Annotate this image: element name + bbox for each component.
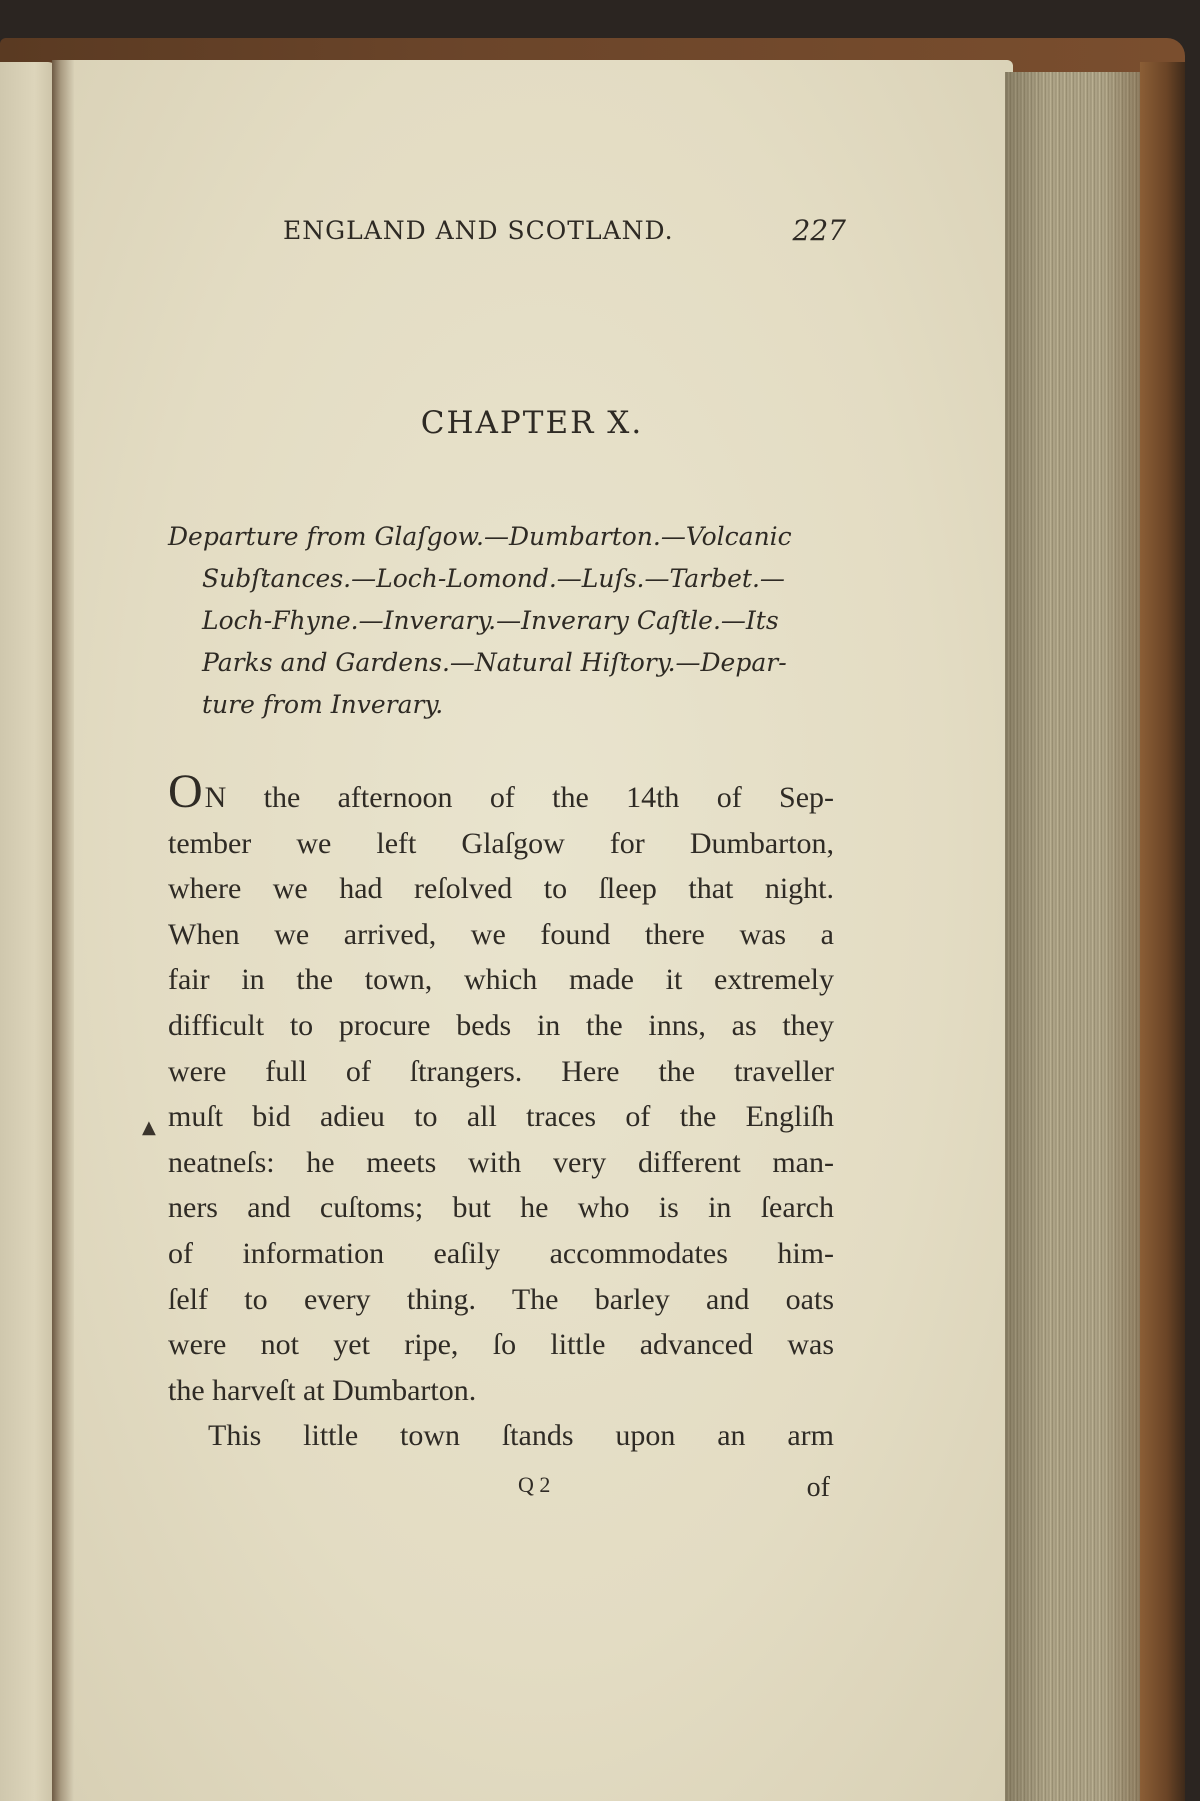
body-line: were not yet ripe, ſo little advanced was [168, 1328, 834, 1362]
synopsis-line: Loch-Fhyne.—Inverary.—Inverary Caſtle.—Its [202, 606, 779, 635]
first-line-text: N the afternoon of the 14th of Sep- [204, 781, 834, 814]
body-text [168, 765, 834, 1459]
body-line: tember we left Glaſgow for Dumbarton, [168, 826, 834, 860]
running-title: ENGLAND AND SCOTLAND. [283, 216, 674, 245]
drop-cap: O [168, 765, 203, 818]
running-head [168, 216, 846, 256]
synopsis-line: Subſtances.—Loch-Lomond.—Luſs.—Tarbet.— [202, 564, 785, 593]
marginal-mark: ▲ [142, 1117, 156, 1138]
book-gutter [52, 60, 74, 1801]
catchword: of [806, 1472, 830, 1503]
body-line: neatneſs: he meets with very different man- [168, 1145, 834, 1179]
signature-mark: Q 2 [518, 1472, 551, 1497]
fore-edge-shade [1005, 72, 1145, 1801]
chapter-synopsis [168, 516, 834, 726]
body-line: When we arrived, we found there was a [168, 917, 834, 951]
body-line: difficult to procure beds in the inns, as they [168, 1008, 834, 1042]
body-line: ſelf to every thing. The barley and oats [168, 1282, 834, 1316]
page-number: 227 [792, 214, 846, 247]
body-line-first [168, 765, 834, 821]
body-line: ners and cuſtoms; but he who is in ſearch [168, 1191, 834, 1225]
chapter-heading: CHAPTER X. [420, 405, 644, 441]
page-footer [168, 1472, 834, 1508]
bleed-through-texture [420, 285, 820, 325]
cover-edge [1140, 62, 1185, 1801]
body-line: of information eaſily accommodates him- [168, 1236, 834, 1270]
body-line: fair in the town, which made it extremely [168, 963, 834, 997]
synopsis-line: Departure from Glaſgow.—Dumbarton.—Volcanic [168, 522, 792, 551]
body-line: muſt bid adieu to all traces of the Engliſh [168, 1100, 834, 1134]
body-line: were full of ſtrangers. Here the traveller [168, 1054, 834, 1088]
synopsis-line: Parks and Gardens.—Natural Hiſtory.—Depar- [202, 648, 787, 677]
body-line-paragraph-start: This little town ſtands upon an arm [208, 1419, 834, 1453]
left-page [0, 62, 58, 1801]
synopsis-line: ture from Inverary. [202, 690, 444, 719]
body-line: where we had reſolved to ſleep that night. [168, 872, 834, 906]
body-line-paragraph-end: the harveſt at Dumbarton. [168, 1373, 477, 1407]
